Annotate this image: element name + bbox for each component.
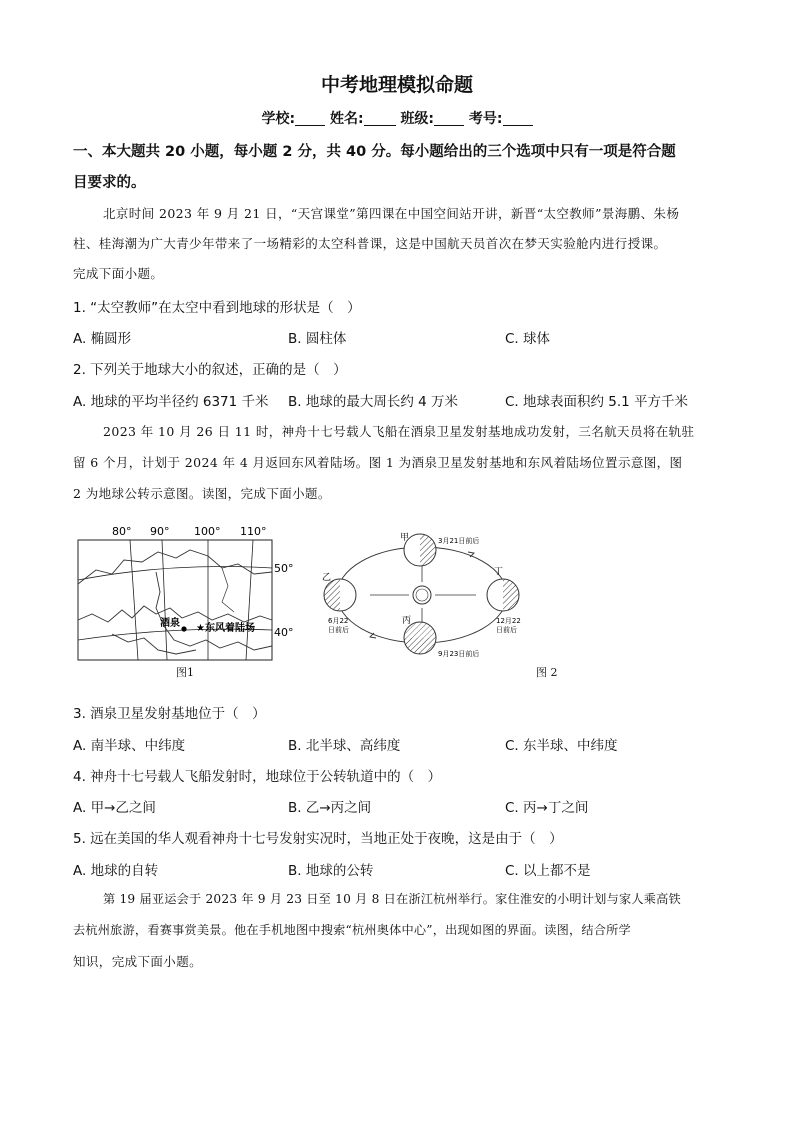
- exam-no-blank[interactable]: [503, 111, 533, 126]
- question-5-stem: 5. 远在美国的华人观看神舟十七号发射实况时，当地正处于夜晚，这是由于（ ）: [73, 831, 563, 847]
- lat-label-40: 40°: [274, 626, 294, 639]
- question-4-option-a[interactable]: A. 甲→乙之间: [73, 800, 156, 816]
- figure-1-location-map: [72, 522, 304, 682]
- exam-no-label: 考号:: [468, 111, 503, 127]
- jiuquan-label: 酒泉: [160, 618, 180, 629]
- label-dec22b: 日前后: [496, 626, 517, 634]
- label-jun22b: 日前后: [328, 626, 349, 634]
- question-1-option-c[interactable]: C. 球体: [505, 331, 551, 347]
- passage1-line2: 柱、桂海潮为广大青少年带来了一场精彩的太空科普课，这是中国航天员首次在梦天实验舱内进行授课。: [73, 236, 667, 251]
- lon-label-100: 100°: [194, 525, 221, 538]
- question-1-option-a[interactable]: A. 椭圆形: [73, 331, 132, 347]
- class-label: 班级:: [400, 111, 435, 127]
- label-bing: 丙: [402, 616, 412, 626]
- passage3-line1: 第 19 届亚运会于 2023 年 9 月 23 日至 10 月 8 日在浙江杭州举行。家住淮安的小明计划与家人乘高铁: [103, 892, 681, 906]
- question-4-option-b[interactable]: B. 乙→丙之间: [288, 800, 372, 816]
- question-2-option-a[interactable]: A. 地球的平均半径约 6371 千米: [73, 394, 269, 410]
- question-1-stem: 1. “太空教师”在太空中看到地球的形状是（ ）: [73, 300, 361, 316]
- school-label: 学校:: [261, 111, 296, 127]
- class-blank[interactable]: [434, 111, 464, 126]
- name-blank[interactable]: [364, 111, 396, 126]
- label-ding: 丁: [494, 567, 504, 577]
- student-info-line: [0, 108, 794, 128]
- lat-label-50: 50°: [274, 562, 294, 575]
- figure-1-caption: 图1: [176, 666, 194, 679]
- question-3-option-c[interactable]: C. 东半球、中纬度: [505, 738, 618, 754]
- passage1-line1: 北京时间 2023 年 9 月 21 日，“天宫课堂”第四课在中国空间站开讲，新晋“太空教师”景海鹏、朱杨: [103, 206, 680, 221]
- question-1-option-b[interactable]: B. 圆柱体: [288, 331, 347, 347]
- lon-label-90: 90°: [150, 525, 170, 538]
- question-2-stem: 2. 下列关于地球大小的叙述，正确的是（ ）: [73, 362, 347, 378]
- question-3-option-a[interactable]: A. 南半球、中纬度: [73, 738, 186, 754]
- passage2-line1: 2023 年 10 月 26 日 11 时，神舟十七号载人飞船在酒泉卫星发射基地成功发射，三名航天员将在轨驻: [103, 424, 695, 439]
- section-header-line1: 一、本大题共 20 小题，每小题 2 分，共 40 分。每小题给出的三个选项中只有一项是符合题: [73, 144, 676, 160]
- question-3-option-b[interactable]: B. 北半球、高纬度: [288, 738, 401, 754]
- figure-2-caption: 图 2: [536, 666, 558, 679]
- jiuquan-point-icon: [181, 626, 186, 631]
- passage3-line3: 知识，完成下面小题。: [73, 954, 203, 969]
- label-mar21: 3月21日前后: [438, 537, 480, 545]
- question-3-stem: 3. 酒泉卫星发射基地位于（ ）: [73, 706, 266, 722]
- question-5-option-b[interactable]: B. 地球的公转: [288, 863, 374, 879]
- label-jia: 甲: [400, 533, 410, 543]
- label-jun22: 6月22: [328, 617, 349, 625]
- dongfeng-label: ★东风着陆场: [196, 623, 255, 634]
- question-2-option-c[interactable]: C. 地球表面积约 5.1 平方千米: [505, 394, 689, 410]
- passage2-line3: 2 为地球公转示意图。读图，完成下面小题。: [73, 486, 331, 501]
- figure-2-revolution-diagram: [318, 528, 538, 660]
- question-2-option-b[interactable]: B. 地球的最大周长约 4 万米: [288, 394, 459, 410]
- label-dec22: 12月22: [496, 617, 521, 625]
- question-5-option-c[interactable]: C. 以上都不是: [505, 863, 591, 879]
- passage1-line3: 完成下面小题。: [73, 266, 164, 281]
- name-label: 姓名:: [329, 111, 364, 127]
- lon-label-110: 110°: [240, 525, 267, 538]
- lon-label-80: 80°: [112, 525, 132, 538]
- passage2-line2: 留 6 个月，计划于 2024 年 4 月返回东风着陆场。图 1 为酒泉卫星发射基地和东风着陆场位置示意图，图: [73, 455, 683, 470]
- passage3-line2: 去杭州旅游，看赛事赏美景。他在手机地图中搜索“杭州奥体中心”，出现如图的界面。读图，结合所学: [73, 923, 631, 937]
- question-5-option-a[interactable]: A. 地球的自转: [73, 863, 159, 879]
- page-title: 中考地理模拟命题: [320, 74, 473, 96]
- question-4-stem: 4. 神舟十七号载人飞船发射时，地球位于公转轨道中的（ ）: [73, 769, 442, 785]
- label-sep23: 9月23日前后: [438, 650, 480, 658]
- section-header-line2: 目要求的。: [73, 175, 146, 191]
- school-blank[interactable]: [295, 111, 325, 126]
- question-4-option-c[interactable]: C. 丙→丁之间: [505, 800, 589, 816]
- label-yi: 乙: [322, 573, 332, 583]
